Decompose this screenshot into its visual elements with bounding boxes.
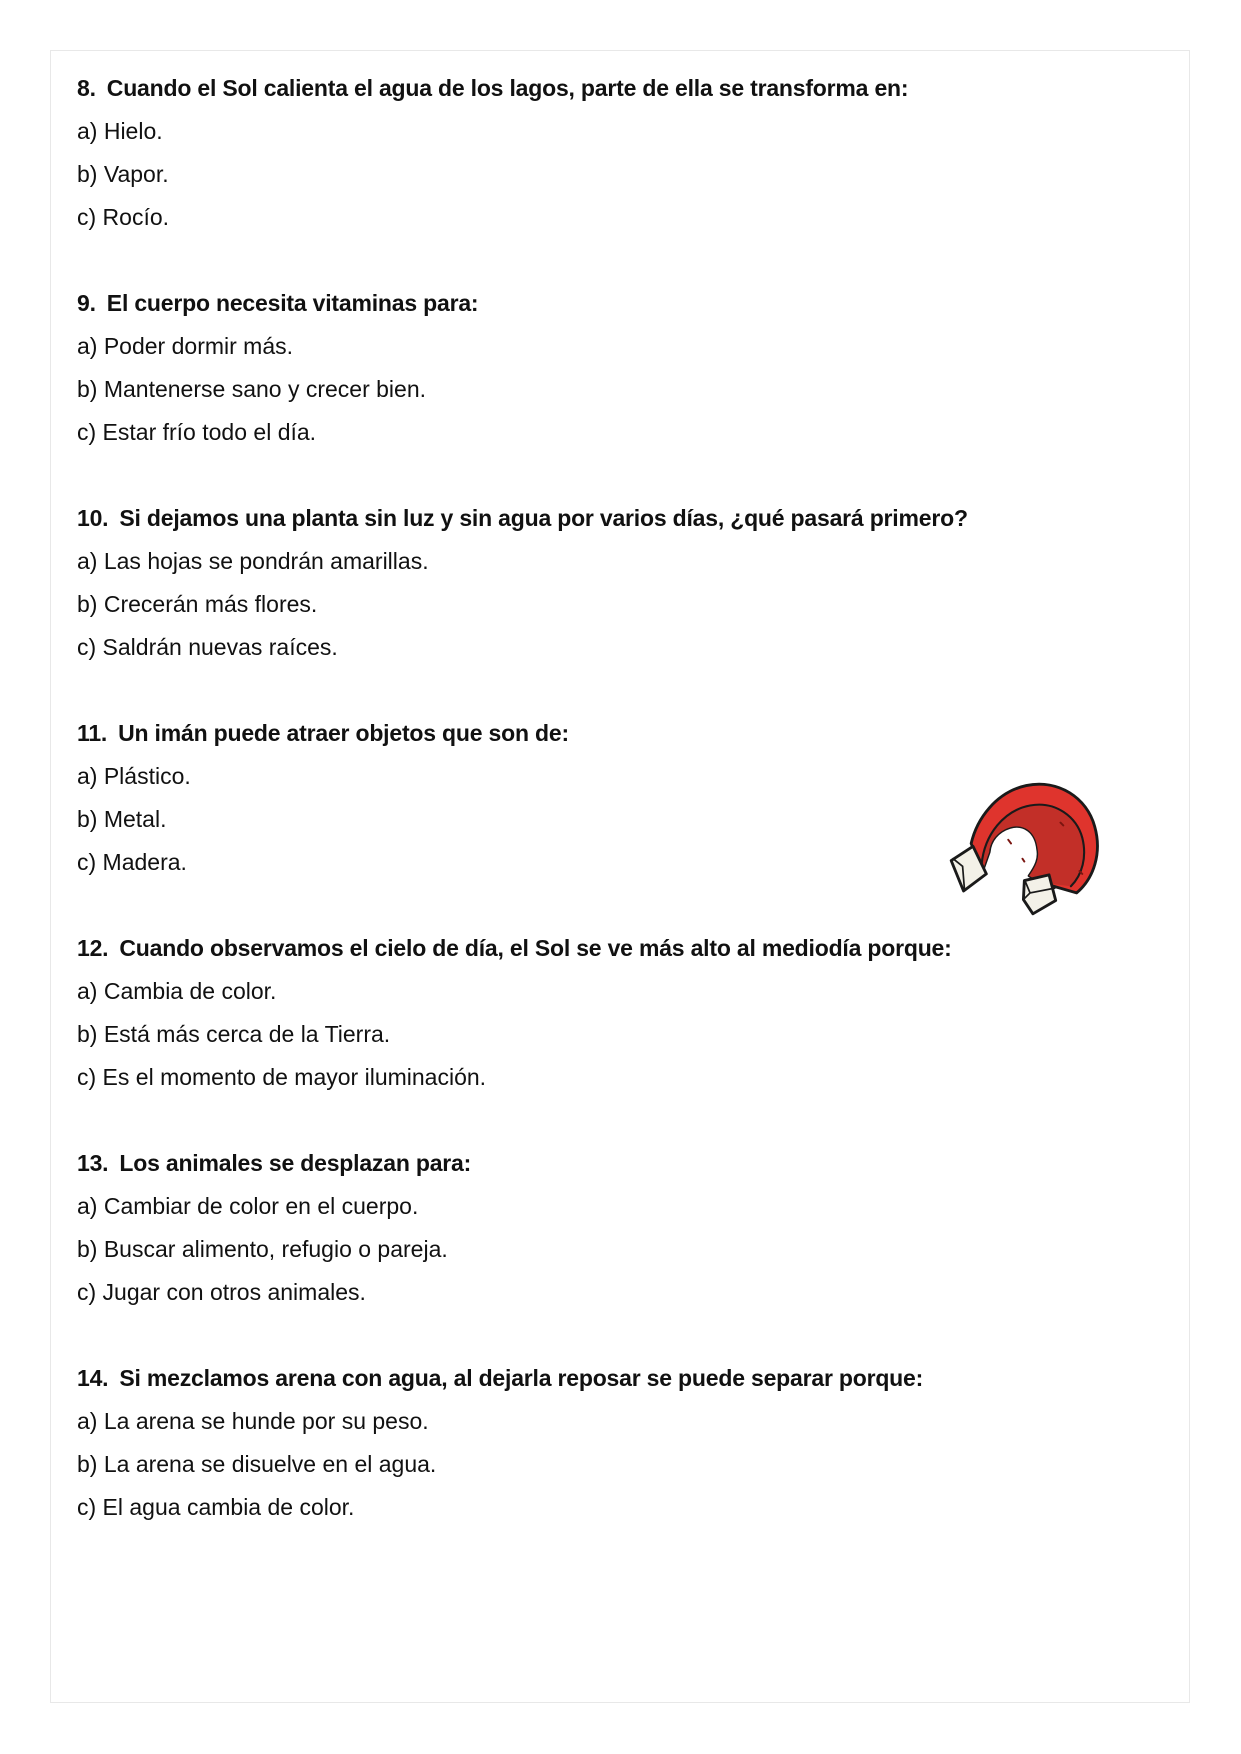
question-number: 8. [77, 75, 96, 101]
answer-option: a) Cambiar de color en el cuerpo. [77, 1193, 419, 1219]
answer-option: b) La arena se disuelve en el agua. [77, 1451, 437, 1477]
question-block [77, 497, 1179, 669]
question-number: 12. [77, 935, 109, 961]
horseshoe-magnet-image [949, 777, 1113, 929]
question-block [77, 1142, 1179, 1314]
question-text: Los animales se desplazan para: [119, 1150, 472, 1176]
question-heading [77, 282, 1179, 325]
answer-option: b) Buscar alimento, refugio o pareja. [77, 1236, 448, 1262]
question-heading [77, 927, 1179, 970]
question-number: 14. [77, 1365, 109, 1391]
question-block [77, 282, 1179, 454]
question-heading [77, 1142, 1179, 1185]
answer-option: c) Es el momento de mayor iluminación. [77, 1064, 487, 1090]
answer-option: c) Madera. [77, 849, 187, 875]
question-text: El cuerpo necesita vitaminas para: [106, 290, 479, 316]
answer-option: b) Vapor. [77, 161, 169, 187]
answer-option: a) La arena se hunde por su peso. [77, 1408, 429, 1434]
question-number: 10. [77, 505, 109, 531]
question-text: Si dejamos una planta sin luz y sin agua por varios días, ¿qué pasará primero? [119, 505, 968, 531]
answer-option: b) Crecerán más flores. [77, 591, 318, 617]
question-heading [77, 712, 1179, 755]
answer-option: a) Hielo. [77, 118, 163, 144]
answer-option: a) Las hojas se pondrán amarillas. [77, 548, 429, 574]
question-heading [77, 1357, 1179, 1400]
answer-option: b) Metal. [77, 806, 167, 832]
answer-option: c) Jugar con otros animales. [77, 1279, 366, 1305]
horseshoe-magnet-drawing [949, 777, 1113, 929]
question-number: 13. [77, 1150, 109, 1176]
question-block [77, 927, 1179, 1099]
question-block [77, 1357, 1179, 1529]
answer-option: a) Poder dormir más. [77, 333, 294, 359]
question-block [77, 67, 1179, 239]
question-heading [77, 497, 1179, 540]
answer-option: c) Estar frío todo el día. [77, 419, 317, 445]
question-heading [77, 67, 1179, 110]
question-text: Un imán puede atraer objetos que son de: [118, 720, 569, 746]
question-number: 9. [77, 290, 96, 316]
question-text: Cuando el Sol calienta el agua de los lagos, parte de ella se transforma en: [106, 75, 909, 101]
answer-option: b) Mantenerse sano y crecer bien. [77, 376, 427, 402]
question-text: Cuando observamos el cielo de día, el Sol se ve más alto al mediodía porque: [119, 935, 952, 961]
magnet-tip-bottom [1023, 875, 1055, 914]
answer-option: c) Rocío. [77, 204, 170, 230]
answer-option: b) Está más cerca de la Tierra. [77, 1021, 391, 1047]
question-number: 11. [77, 720, 108, 746]
answer-option: c) El agua cambia de color. [77, 1494, 355, 1520]
answer-option: c) Saldrán nuevas raíces. [77, 634, 338, 660]
answer-option: a) Plástico. [77, 763, 191, 789]
worksheet-page [50, 50, 1190, 1703]
answer-option: a) Cambia de color. [77, 978, 277, 1004]
question-text: Si mezclamos arena con agua, al dejarla reposar se puede separar porque: [119, 1365, 924, 1391]
